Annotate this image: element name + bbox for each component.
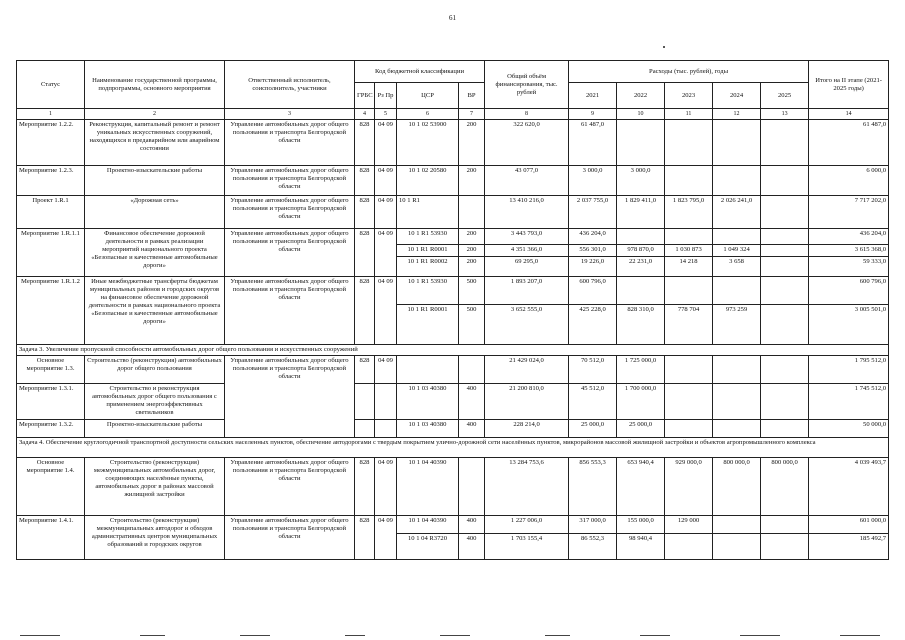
row-2024 — [713, 277, 761, 305]
row-2021: 45 512,0 — [569, 384, 617, 420]
row-2021: 856 553,3 — [569, 458, 617, 516]
row-2025 — [761, 120, 809, 166]
table-row — [17, 458, 889, 516]
col-num: 5 — [375, 109, 397, 120]
row-2022: 155 000,0 — [617, 516, 665, 534]
row-csr: 10 1 04 40390 — [397, 516, 459, 534]
row-2024 — [713, 166, 761, 196]
row-csr: 10 1 02 53900 — [397, 120, 459, 166]
header-row-1 — [17, 61, 889, 83]
row-grbs: 828 — [355, 196, 375, 229]
table-row — [17, 384, 889, 420]
row-2024: 973 259 — [713, 305, 761, 345]
row-grbs: 828 — [355, 516, 375, 560]
row-status: Мероприятие 1.2.2. — [17, 120, 85, 166]
row-rzpr: 04 09 — [375, 277, 397, 345]
scan-line — [140, 635, 165, 636]
row-rzpr — [375, 384, 397, 420]
row-stage-total: 185 492,7 — [809, 534, 889, 560]
row-2021: 25 000,0 — [569, 420, 617, 438]
header-2022: 2022 — [617, 83, 665, 109]
row-2025 — [761, 245, 809, 257]
row-grbs: 828 — [355, 120, 375, 166]
header-total-volume: Общий объём финансирования, тыс. рублей — [485, 61, 569, 109]
row-status: Проект 1.R.1 — [17, 196, 85, 229]
scan-line — [640, 635, 670, 636]
row-csr — [397, 356, 459, 384]
col-num: 11 — [665, 109, 713, 120]
row-total: 13 284 753,6 — [485, 458, 569, 516]
row-2022: 25 000,0 — [617, 420, 665, 438]
row-vr: 200 — [459, 166, 485, 196]
stray-mark — [663, 46, 665, 48]
financing-table — [16, 60, 889, 560]
col-num: 6 — [397, 109, 459, 120]
row-2021: 70 512,0 — [569, 356, 617, 384]
table-row — [17, 277, 889, 305]
row-2023 — [665, 534, 713, 560]
row-stage-total: 436 204,0 — [809, 229, 889, 245]
row-grbs: 828 — [355, 229, 375, 277]
row-2023: 1 823 795,0 — [665, 196, 713, 229]
row-2021: 86 552,3 — [569, 534, 617, 560]
col-num: 12 — [713, 109, 761, 120]
row-vr: 200 — [459, 229, 485, 245]
row-vr: 400 — [459, 384, 485, 420]
row-total: 228 214,0 — [485, 420, 569, 438]
row-csr: 10 1 R1 R0001 — [397, 305, 459, 345]
row-2022: 828 310,0 — [617, 305, 665, 345]
row-2023 — [665, 356, 713, 384]
row-stage-total: 6 000,0 — [809, 166, 889, 196]
row-2024 — [713, 229, 761, 245]
row-name: Реконструкция, капитальный ремонт и ремонт уникальных искусственных сооружений, находящихся в предаварийном или аварийном состоянии — [85, 120, 225, 166]
row-stage-total: 3 005 501,0 — [809, 305, 889, 345]
row-status: Мероприятие 1.R.1.1 — [17, 229, 85, 277]
row-2023 — [665, 420, 713, 438]
row-total: 322 620,0 — [485, 120, 569, 166]
row-vr: 500 — [459, 305, 485, 345]
row-stage-total: 1 745 512,0 — [809, 384, 889, 420]
row-vr: 400 — [459, 420, 485, 438]
row-stage-total: 50 000,0 — [809, 420, 889, 438]
row-responsible: Управление автомобильных дорог общего пользования и транспорта Белгородской области — [225, 516, 355, 560]
row-2021: 3 000,0 — [569, 166, 617, 196]
row-status: Мероприятие 1.3.2. — [17, 420, 85, 438]
row-responsible: Управление автомобильных дорог общего пользования и транспорта Белгородской области — [225, 458, 355, 516]
row-rzpr: 04 09 — [375, 356, 397, 384]
task-4-title: Задача 4. Обеспечение круглогодичной транспортной доступности сельских населенных пунктов, обеспечение автодорогами с твердым покрытием улично-дорожной сети населённых пунктов, микрорайонов массовой жилищной застройки и объектов агропромышленного комплекса — [17, 438, 889, 458]
row-status: Мероприятие 1.3.1. — [17, 384, 85, 420]
row-stage-total: 7 717 202,0 — [809, 196, 889, 229]
col-num: 4 — [355, 109, 375, 120]
row-2021: 2 037 755,0 — [569, 196, 617, 229]
header-2021: 2021 — [569, 83, 617, 109]
row-2023 — [665, 277, 713, 305]
row-2025 — [761, 516, 809, 534]
row-2025: 800 000,0 — [761, 458, 809, 516]
row-vr: 200 — [459, 257, 485, 277]
row-status: Мероприятие 1.4.1. — [17, 516, 85, 560]
row-total: 43 077,0 — [485, 166, 569, 196]
row-rzpr: 04 09 — [375, 458, 397, 516]
row-csr: 10 1 03 40380 — [397, 384, 459, 420]
row-total: 3 443 793,0 — [485, 229, 569, 245]
row-2024 — [713, 356, 761, 384]
row-stage-total: 3 615 368,0 — [809, 245, 889, 257]
row-rzpr: 04 09 — [375, 166, 397, 196]
header-csr: ЦСР — [397, 83, 459, 109]
row-2021: 317 000,0 — [569, 516, 617, 534]
col-num: 9 — [569, 109, 617, 120]
row-csr: 10 1 02 20580 — [397, 166, 459, 196]
scan-line — [440, 635, 470, 636]
row-total: 13 410 216,0 — [485, 196, 569, 229]
row-status: Мероприятие 1.R.1.2 — [17, 277, 85, 345]
row-stage-total: 59 333,0 — [809, 257, 889, 277]
row-responsible: Управление автомобильных дорог общего пользования и транспорта Белгородской области — [225, 120, 355, 166]
row-2024 — [713, 534, 761, 560]
page-number: 61 — [449, 14, 456, 22]
row-name: Строительство и реконструкция автомобильных дорог общего пользования с применением энергоэффективных светильников — [85, 384, 225, 420]
col-num: 1 — [17, 109, 85, 120]
row-csr: 10 1 R1 53930 — [397, 277, 459, 305]
row-stage-total: 1 795 512,0 — [809, 356, 889, 384]
header-program-name: Наименование государственной программы, подпрограммы, основного мероприятия — [85, 61, 225, 109]
row-responsible: Управление автомобильных дорог общего пользования и транспорта Белгородской области — [225, 277, 355, 345]
row-vr — [459, 458, 485, 516]
row-2025 — [761, 257, 809, 277]
row-2023 — [665, 166, 713, 196]
header-2023: 2023 — [665, 83, 713, 109]
col-num: 7 — [459, 109, 485, 120]
row-responsible: Управление автомобильных дорог общего пользования и транспорта Белгородской области — [225, 166, 355, 196]
row-2021: 600 796,0 — [569, 277, 617, 305]
task-row — [17, 438, 889, 458]
col-num: 3 — [225, 109, 355, 120]
row-2021: 19 226,0 — [569, 257, 617, 277]
table-row — [17, 516, 889, 534]
row-csr: 10 1 R1 53930 — [397, 229, 459, 245]
row-vr: 400 — [459, 534, 485, 560]
row-grbs — [355, 420, 375, 438]
row-name: Проектно-изыскательские работы — [85, 420, 225, 438]
col-num: 8 — [485, 109, 569, 120]
row-2023: 1 030 873 — [665, 245, 713, 257]
row-2023: 929 000,0 — [665, 458, 713, 516]
row-2022 — [617, 120, 665, 166]
row-2021: 61 487,0 — [569, 120, 617, 166]
row-2024: 800 000,0 — [713, 458, 761, 516]
header-total-stage: Итого на II этапе (2021-2025 годы) — [809, 61, 889, 109]
task-row — [17, 345, 889, 356]
row-rzpr: 04 09 — [375, 516, 397, 560]
row-2021: 436 204,0 — [569, 229, 617, 245]
row-rzpr: 04 09 — [375, 196, 397, 229]
row-2024: 1 049 324 — [713, 245, 761, 257]
row-csr: 10 1 03 40380 — [397, 420, 459, 438]
row-stage-total: 600 796,0 — [809, 277, 889, 305]
row-2022: 1 725 000,0 — [617, 356, 665, 384]
header-2025: 2025 — [761, 83, 809, 109]
row-name: Строительство (реконструкция) межмуниципальных автомобильных дорог, соединяющих населённые пункты, автомобильных дорог в районах массовой жилищной застройки — [85, 458, 225, 516]
row-2023: 778 704 — [665, 305, 713, 345]
row-vr: 200 — [459, 120, 485, 166]
row-2023: 129 000 — [665, 516, 713, 534]
row-vr: 500 — [459, 277, 485, 305]
scan-line — [20, 635, 60, 636]
row-2025 — [761, 534, 809, 560]
header-2024: 2024 — [713, 83, 761, 109]
row-csr: 10 1 R1 — [397, 196, 459, 229]
row-name: «Дорожная сеть» — [85, 196, 225, 229]
row-rzpr — [375, 420, 397, 438]
header-vr: ВР — [459, 83, 485, 109]
row-name: Строительство (реконструкция) автомобильных дорог общего пользования — [85, 356, 225, 384]
row-2025 — [761, 229, 809, 245]
row-status: Мероприятие 1.2.3. — [17, 166, 85, 196]
row-2022: 3 000,0 — [617, 166, 665, 196]
table-row — [17, 166, 889, 196]
row-2021: 425 228,0 — [569, 305, 617, 345]
row-2022: 98 940,4 — [617, 534, 665, 560]
col-num: 10 — [617, 109, 665, 120]
row-2024 — [713, 516, 761, 534]
row-status: Основное мероприятие 1.4. — [17, 458, 85, 516]
row-grbs: 828 — [355, 458, 375, 516]
row-2025 — [761, 305, 809, 345]
col-num: 2 — [85, 109, 225, 120]
header-expenses: Расходы (тыс. рублей), годы — [569, 61, 809, 83]
row-responsible: Управление автомобильных дорог общего пользования и транспорта Белгородской области — [225, 196, 355, 229]
header-responsible: Ответственный исполнитель, соисполнитель, участники — [225, 61, 355, 109]
row-2022 — [617, 277, 665, 305]
column-number-row — [17, 109, 889, 120]
row-2025 — [761, 420, 809, 438]
row-total: 69 295,0 — [485, 257, 569, 277]
row-2023 — [665, 229, 713, 245]
scan-line — [840, 635, 880, 636]
row-grbs: 828 — [355, 277, 375, 345]
row-total: 1 703 155,4 — [485, 534, 569, 560]
header-status: Статус — [17, 61, 85, 109]
row-csr: 10 1 R1 R0002 — [397, 257, 459, 277]
row-2024 — [713, 420, 761, 438]
row-2024: 3 658 — [713, 257, 761, 277]
scan-line — [545, 635, 570, 636]
row-grbs: 828 — [355, 356, 375, 384]
row-total: 1 227 006,0 — [485, 516, 569, 534]
row-2022 — [617, 229, 665, 245]
row-name: Проектно-изыскательские работы — [85, 166, 225, 196]
row-rzpr: 04 09 — [375, 120, 397, 166]
table-row — [17, 356, 889, 384]
header-grbs: ГРБС — [355, 83, 375, 109]
row-2025 — [761, 166, 809, 196]
table-row — [17, 229, 889, 245]
row-rzpr: 04 09 — [375, 229, 397, 277]
row-2021: 556 301,0 — [569, 245, 617, 257]
row-grbs — [355, 384, 375, 420]
row-stage-total: 61 487,0 — [809, 120, 889, 166]
row-2023: 14 218 — [665, 257, 713, 277]
row-name: Иные межбюджетные трансферты бюджетам муниципальных районов и городских округов на финансовое обеспечение дорожной деятельности в рамках национального проекта «Безопасные и качественные автомобильные дороги» — [85, 277, 225, 345]
row-vr: 400 — [459, 516, 485, 534]
row-responsible: Управление автомобильных дорог общего пользования и транспорта Белгородской области — [225, 356, 355, 438]
row-2024: 2 026 241,0 — [713, 196, 761, 229]
row-2025 — [761, 384, 809, 420]
row-total: 1 893 207,0 — [485, 277, 569, 305]
row-stage-total: 601 000,0 — [809, 516, 889, 534]
row-total: 21 200 810,0 — [485, 384, 569, 420]
table-row — [17, 420, 889, 438]
row-grbs: 828 — [355, 166, 375, 196]
row-2024 — [713, 384, 761, 420]
row-total: 4 351 366,0 — [485, 245, 569, 257]
row-csr: 10 1 R1 R0001 — [397, 245, 459, 257]
row-2022: 1 829 411,0 — [617, 196, 665, 229]
row-csr: 10 1 04 R3720 — [397, 534, 459, 560]
row-2022: 653 940,4 — [617, 458, 665, 516]
row-2023 — [665, 384, 713, 420]
row-csr: 10 1 04 40390 — [397, 458, 459, 516]
row-stage-total: 4 039 493,7 — [809, 458, 889, 516]
header-rzpr: Рз Пр — [375, 83, 397, 109]
row-2022: 1 700 000,0 — [617, 384, 665, 420]
row-vr — [459, 196, 485, 229]
row-name: Финансовое обеспечение дорожной деятельности в рамках реализации мероприятий национального проекта «Безопасные и качественные автомобильные дороги» — [85, 229, 225, 277]
scan-line — [240, 635, 270, 636]
row-vr — [459, 356, 485, 384]
row-status: Основное мероприятие 1.3. — [17, 356, 85, 384]
row-total: 21 429 024,0 — [485, 356, 569, 384]
table-row — [17, 196, 889, 229]
row-2022: 22 231,0 — [617, 257, 665, 277]
row-total: 3 652 555,0 — [485, 305, 569, 345]
scan-line — [740, 635, 780, 636]
row-name: Строительство (реконструкция) межмуниципальных автодорог и обходов административных центров муниципальных образований и городских округов — [85, 516, 225, 560]
row-responsible: Управление автомобильных дорог общего пользования и транспорта Белгородской области — [225, 229, 355, 277]
row-2022: 978 870,0 — [617, 245, 665, 257]
row-2025 — [761, 277, 809, 305]
table-row — [17, 120, 889, 166]
row-2025 — [761, 196, 809, 229]
row-vr: 200 — [459, 245, 485, 257]
row-2023 — [665, 120, 713, 166]
scan-edge-lines — [0, 632, 905, 640]
row-2025 — [761, 356, 809, 384]
col-num: 13 — [761, 109, 809, 120]
col-num: 14 — [809, 109, 889, 120]
header-budget-code: Код бюджетной классификации — [355, 61, 485, 83]
row-2024 — [713, 120, 761, 166]
task-3-title: Задача 3. Увеличение пропускной способности автомобильных дорог общего пользования и искусственных сооружений — [17, 345, 889, 356]
scan-line — [345, 635, 365, 636]
